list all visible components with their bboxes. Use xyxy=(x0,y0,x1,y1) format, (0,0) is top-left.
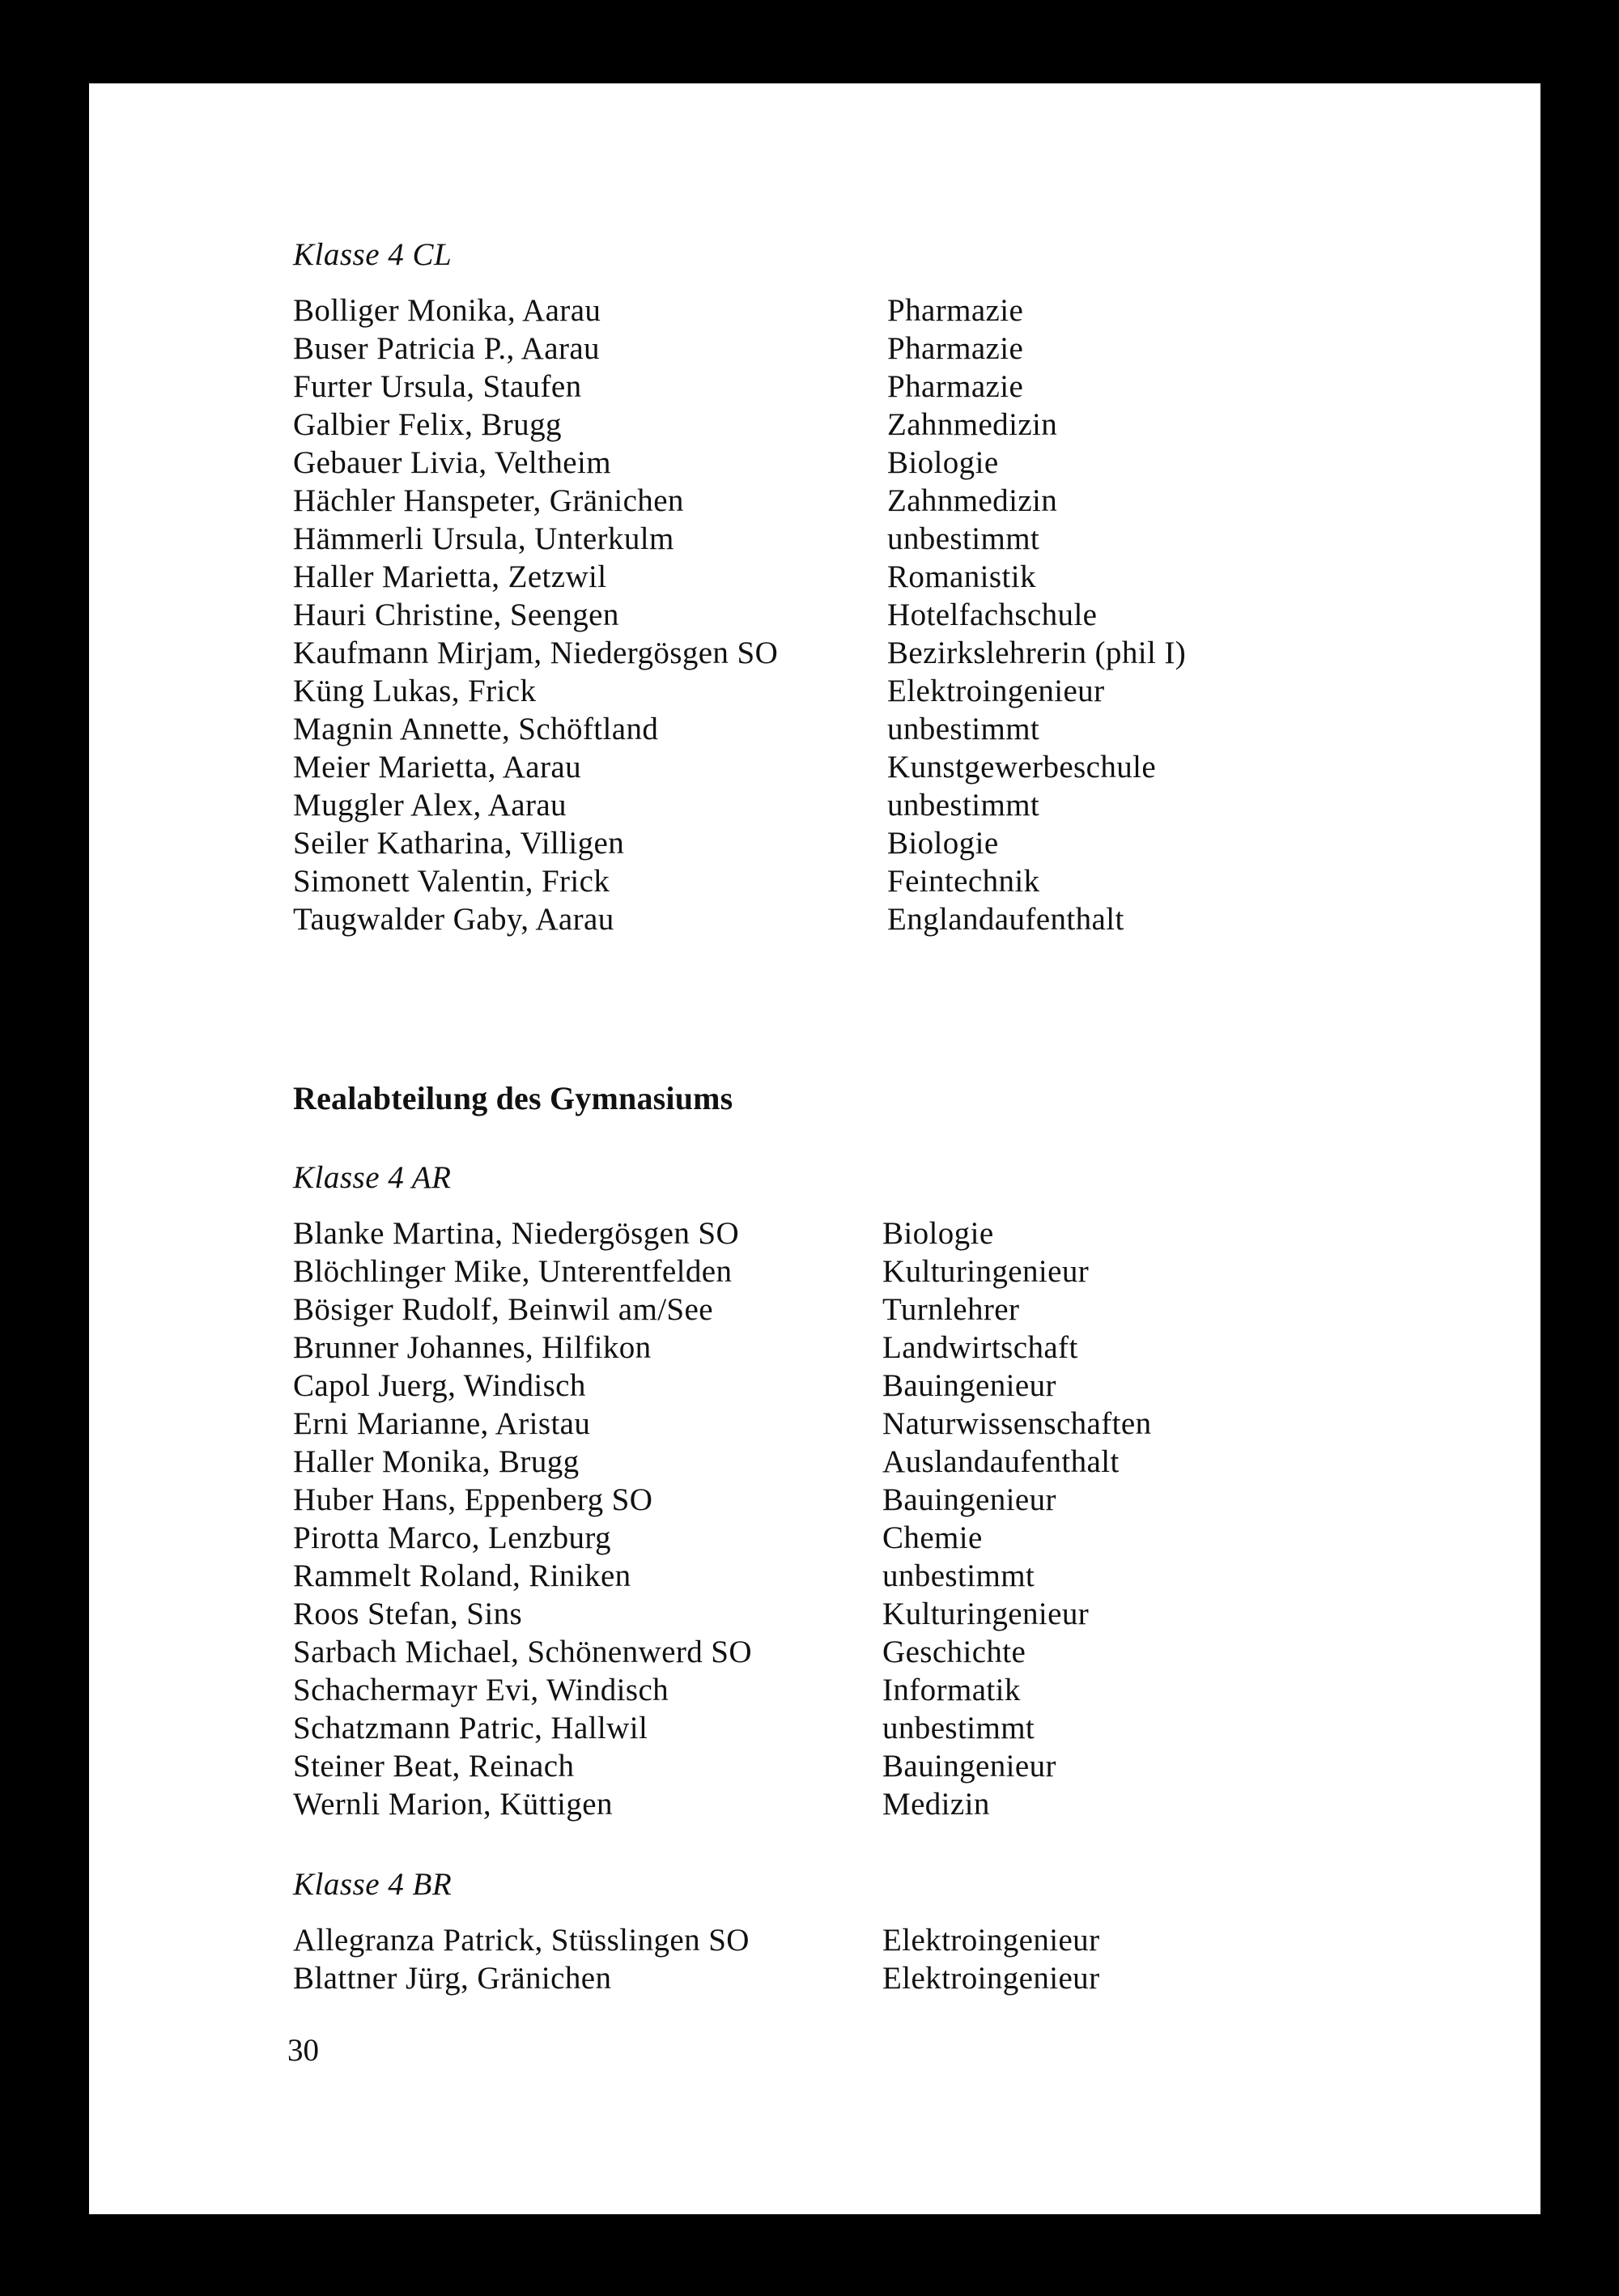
student-name: Schachermayr Evi, Windisch xyxy=(293,1673,669,1707)
student-row xyxy=(293,900,1124,938)
student-name: Blattner Jürg, Gränichen xyxy=(293,1961,612,1996)
student-row xyxy=(293,1595,1090,1633)
study-field: Feintechnik xyxy=(887,864,1040,899)
student-row xyxy=(293,1671,1021,1709)
student-name: Furter Ursula, Staufen xyxy=(293,369,582,404)
student-name: Sarbach Michael, Schönenwerd SO xyxy=(293,1635,752,1669)
section-heading: Realabteilung des Gymnasiums xyxy=(293,1080,733,1116)
class-heading-4br: Klasse 4 BR xyxy=(293,1867,453,1902)
student-name: Seiler Katharina, Villigen xyxy=(293,826,625,861)
study-field: Zahnmedizin xyxy=(887,407,1058,442)
student-name: Huber Hans, Eppenberg SO xyxy=(293,1482,653,1517)
student-row xyxy=(293,824,999,862)
class-block-4cl xyxy=(293,236,1187,938)
student-row xyxy=(293,1557,1035,1595)
student-name: Kaufmann Mirjam, Niedergösgen SO xyxy=(293,636,779,670)
study-field: Biologie xyxy=(882,1216,994,1251)
student-name: Allegranza Patrick, Stüsslingen SO xyxy=(293,1923,750,1958)
student-name: Taugwalder Gaby, Aarau xyxy=(293,902,614,937)
student-name: Gebauer Livia, Veltheim xyxy=(293,445,611,480)
student-name: Simonett Valentin, Frick xyxy=(293,864,610,899)
study-field: Landwirtschaft xyxy=(882,1330,1078,1365)
student-row xyxy=(293,710,1040,748)
student-name: Magnin Annette, Schöftland xyxy=(293,712,659,746)
class-heading-4ar: Klasse 4 AR xyxy=(293,1160,452,1195)
student-row xyxy=(293,1785,990,1823)
student-name: Hämmerli Ursula, Unterkulm xyxy=(293,521,674,556)
student-row xyxy=(293,1959,1100,1997)
student-row xyxy=(293,444,999,482)
study-field: Zahnmedizin xyxy=(887,483,1058,518)
class-block-4br xyxy=(293,1865,1100,1997)
study-field: Biologie xyxy=(887,826,999,861)
student-row xyxy=(293,1329,1078,1367)
student-row xyxy=(293,1405,1152,1443)
study-field: Bezirkslehrerin (phil I) xyxy=(887,636,1187,670)
student-name: Hauri Christine, Seengen xyxy=(293,597,619,632)
student-name: Blöchlinger Mike, Unterentfelden xyxy=(293,1254,733,1289)
student-row xyxy=(293,558,1036,596)
student-name: Muggler Alex, Aarau xyxy=(293,788,567,823)
student-list-4ar xyxy=(293,1214,1152,1823)
student-row xyxy=(293,1633,1026,1671)
study-field: Kunstgewerbeschule xyxy=(887,750,1157,784)
student-name: Hächler Hanspeter, Gränichen xyxy=(293,483,684,518)
section-realabteilung xyxy=(293,1079,733,1117)
student-name: Steiner Beat, Reinach xyxy=(293,1749,575,1784)
study-field: Elektroingenieur xyxy=(882,1961,1100,1996)
student-name: Schatzmann Patric, Hallwil xyxy=(293,1711,648,1745)
class-block-4ar xyxy=(293,1159,1152,1823)
student-row xyxy=(293,1290,1020,1329)
study-field: unbestimmt xyxy=(882,1558,1035,1593)
study-field: unbestimmt xyxy=(887,712,1040,746)
study-field: Romanistik xyxy=(887,559,1036,594)
student-list-4cl xyxy=(293,291,1187,938)
study-field: Englandaufenthalt xyxy=(887,902,1124,937)
student-name: Roos Stefan, Sins xyxy=(293,1597,523,1631)
student-row xyxy=(293,1481,1056,1519)
student-name: Pirotta Marco, Lenzburg xyxy=(293,1520,611,1555)
student-row xyxy=(293,634,1187,672)
student-row xyxy=(293,596,1098,634)
student-row xyxy=(293,482,1058,520)
student-row xyxy=(293,1443,1120,1481)
student-row xyxy=(293,1921,1100,1959)
student-row xyxy=(293,291,1024,330)
study-field: Biologie xyxy=(887,445,999,480)
study-field: Hotelfachschule xyxy=(887,597,1098,632)
student-name: Brunner Johannes, Hilfikon xyxy=(293,1330,652,1365)
student-row xyxy=(293,748,1157,786)
study-field: unbestimmt xyxy=(887,788,1040,823)
student-name: Rammelt Roland, Riniken xyxy=(293,1558,631,1593)
document-page xyxy=(89,83,1540,2214)
student-name: Bösiger Rudolf, Beinwil am/See xyxy=(293,1292,713,1327)
student-list-4br xyxy=(293,1921,1100,1997)
study-field: Naturwissenschaften xyxy=(882,1406,1152,1441)
student-row xyxy=(293,1519,983,1557)
student-row xyxy=(293,786,1040,824)
study-field: Kulturingenieur xyxy=(882,1597,1090,1631)
study-field: Bauingenieur xyxy=(882,1368,1056,1403)
student-name: Buser Patricia P., Aarau xyxy=(293,331,600,366)
student-row xyxy=(293,1709,1035,1747)
study-field: unbestimmt xyxy=(887,521,1040,556)
student-name: Blanke Martina, Niedergösgen SO xyxy=(293,1216,740,1251)
student-name: Küng Lukas, Frick xyxy=(293,674,537,708)
class-heading-4cl: Klasse 4 CL xyxy=(293,237,453,272)
student-name: Bolliger Monika, Aarau xyxy=(293,293,601,328)
student-name: Galbier Felix, Brugg xyxy=(293,407,562,442)
student-row xyxy=(293,1214,994,1252)
student-row xyxy=(293,862,1040,900)
student-row xyxy=(293,368,1024,406)
student-name: Meier Marietta, Aarau xyxy=(293,750,581,784)
study-field: Elektroingenieur xyxy=(882,1923,1100,1958)
study-field: Pharmazie xyxy=(887,331,1024,366)
study-field: Turnlehrer xyxy=(882,1292,1020,1327)
student-row xyxy=(293,672,1105,710)
study-field: Auslandaufenthalt xyxy=(882,1444,1120,1479)
study-field: Geschichte xyxy=(882,1635,1026,1669)
student-row xyxy=(293,1747,1056,1785)
page-number: 30 xyxy=(287,2033,319,2068)
study-field: Bauingenieur xyxy=(882,1749,1056,1784)
study-field: Elektroingenieur xyxy=(887,674,1105,708)
student-name: Haller Monika, Brugg xyxy=(293,1444,580,1479)
student-row xyxy=(293,1252,1090,1290)
study-field: Medizin xyxy=(882,1787,990,1822)
student-name: Erni Marianne, Aristau xyxy=(293,1406,591,1441)
student-row xyxy=(293,520,1040,558)
study-field: unbestimmt xyxy=(882,1711,1035,1745)
student-row xyxy=(293,330,1024,368)
study-field: Informatik xyxy=(882,1673,1021,1707)
study-field: Bauingenieur xyxy=(882,1482,1056,1517)
student-row xyxy=(293,406,1058,444)
student-row xyxy=(293,1367,1056,1405)
student-name: Haller Marietta, Zetzwil xyxy=(293,559,607,594)
study-field: Chemie xyxy=(882,1520,983,1555)
study-field: Pharmazie xyxy=(887,369,1024,404)
study-field: Kulturingenieur xyxy=(882,1254,1090,1289)
study-field: Pharmazie xyxy=(887,293,1024,328)
student-name: Capol Juerg, Windisch xyxy=(293,1368,586,1403)
student-name: Wernli Marion, Küttigen xyxy=(293,1787,613,1822)
